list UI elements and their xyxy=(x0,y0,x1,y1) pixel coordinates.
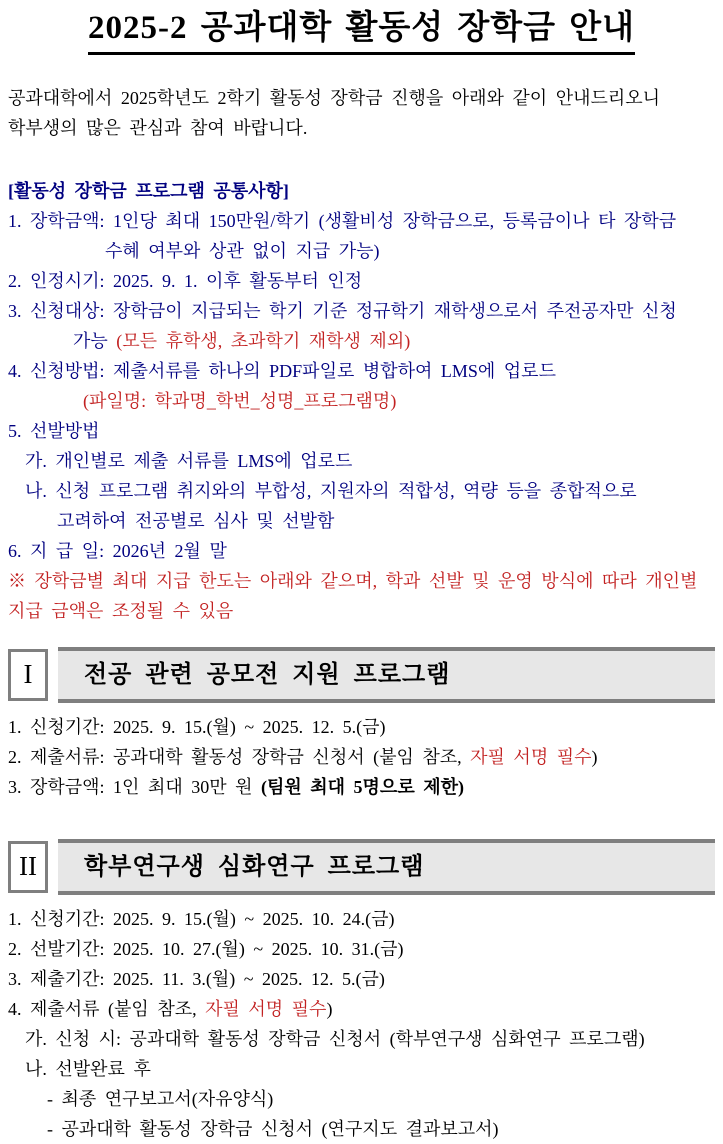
section-1-body xyxy=(8,712,715,802)
text-segment: 3. 제출기간: 2025. 11. 3.(월) ~ 2025. 12. 5.(금) xyxy=(8,968,385,989)
title-row xyxy=(8,0,715,55)
section-1-header xyxy=(8,646,715,704)
text-segment: (파일명: 학과명_학번_성명_프로그램명) xyxy=(83,390,397,411)
text-segment: 4. 제출서류 (붙임 참조, xyxy=(8,998,206,1019)
text-segment: 공과대학에서 2025학년도 2학기 활동성 장학금 진행을 아래와 같이 안내드리오니 xyxy=(8,87,661,108)
text-segment: 지급 금액은 조정될 수 있음 xyxy=(8,600,234,621)
text-line xyxy=(8,416,715,446)
text-segment: 5. 선발방법 xyxy=(8,420,100,441)
text-line xyxy=(8,964,715,994)
text-line xyxy=(8,326,715,356)
text-segment: - 공과대학 활동성 장학금 신청서 (연구지도 결과보고서) xyxy=(47,1118,499,1139)
text-line xyxy=(8,1024,715,1054)
section-1-title: 전공 관련 공모전 지원 프로그램 xyxy=(84,661,451,688)
text-line xyxy=(8,742,715,772)
section-1-numeral-box xyxy=(8,649,48,701)
text-line xyxy=(8,536,715,566)
text-line xyxy=(8,506,715,536)
text-line xyxy=(8,934,715,964)
text-line xyxy=(8,356,715,386)
text-line xyxy=(8,712,715,742)
text-segment: 1. 신청기간: 2025. 9. 15.(월) ~ 2025. 12. 5.(금) xyxy=(8,716,386,737)
text-line xyxy=(8,566,715,596)
text-line xyxy=(8,113,715,143)
text-line xyxy=(8,83,715,113)
text-segment: 2. 선발기간: 2025. 10. 27.(월) ~ 2025. 10. 31.(금) xyxy=(8,938,404,959)
text-segment: 2. 인정시기: 2025. 9. 1. 이후 활동부터 인정 xyxy=(8,270,363,291)
text-segment: 가. 개인별로 제출 서류를 LMS에 업로드 xyxy=(25,450,353,471)
text-segment: ) xyxy=(326,998,333,1019)
text-segment: 1. 신청기간: 2025. 9. 15.(월) ~ 2025. 10. 24.(금) xyxy=(8,908,395,929)
text-segment: 3. 장학금액: 1인 최대 30만 원 xyxy=(8,776,261,797)
text-segment: 2. 제출서류: 공과대학 활동성 장학금 신청서 (붙임 참조, xyxy=(8,746,471,767)
text-segment: [활동성 장학금 프로그램 공통사항] xyxy=(8,180,289,201)
section-2-title-bar xyxy=(58,839,715,895)
text-line xyxy=(8,1054,715,1084)
text-line xyxy=(8,266,715,296)
text-line xyxy=(8,904,715,934)
section-2-header xyxy=(8,838,715,896)
text-line xyxy=(8,596,715,626)
intro-paragraph xyxy=(8,83,715,143)
text-segment: 가. 신청 시: 공과대학 활동성 장학금 신청서 (학부연구생 심화연구 프로그램) xyxy=(25,1028,645,1049)
text-segment: ) xyxy=(591,746,598,767)
text-segment: (팀원 최대 5명으로 제한) xyxy=(261,776,464,797)
page-title: 2025-2 공과대학 활동성 장학금 안내 xyxy=(88,7,635,55)
section-1-numeral: I xyxy=(23,659,33,690)
text-line xyxy=(8,994,715,1024)
text-line xyxy=(8,206,715,236)
section-1-title-bar xyxy=(58,647,715,703)
text-segment: 수혜 여부와 상관 없이 지급 가능) xyxy=(105,240,380,261)
text-segment: 가능 xyxy=(73,330,117,351)
text-line xyxy=(8,446,715,476)
text-line xyxy=(8,176,715,206)
text-segment: 학부생의 많은 관심과 참여 바랍니다. xyxy=(8,117,308,138)
text-line xyxy=(8,236,715,266)
common-requirements-section xyxy=(8,176,715,626)
text-segment: 1. 장학금액: 1인당 최대 150만원/학기 (생활비성 장학금으로, 등록금이나 타 장학금 xyxy=(8,210,677,231)
text-line xyxy=(8,386,715,416)
text-line xyxy=(8,296,715,326)
text-segment: 나. 신청 프로그램 취지와의 부합성, 지원자의 적합성, 역량 등을 종합적으로 xyxy=(25,480,637,501)
text-segment: (모든 휴학생, 초과학기 재학생 제외) xyxy=(116,330,411,351)
section-2-body xyxy=(8,904,715,1144)
text-segment: 자필 서명 필수 xyxy=(205,998,327,1019)
text-segment: 자필 서명 필수 xyxy=(470,746,592,767)
text-segment: 4. 신청방법: 제출서류를 하나의 PDF파일로 병합하여 LMS에 업로드 xyxy=(8,360,556,381)
text-segment: - 최종 연구보고서(자유양식) xyxy=(47,1088,274,1109)
text-line xyxy=(8,1084,715,1114)
text-segment: 3. 신청대상: 장학금이 지급되는 학기 기준 정규학기 재학생으로서 주전공자만 신청 xyxy=(8,300,677,321)
text-line xyxy=(8,772,715,802)
text-segment: 고려하여 전공별로 심사 및 선발함 xyxy=(57,510,335,531)
text-segment: ※ 장학금별 최대 지급 한도는 아래와 같으며, 학과 선발 및 운영 방식에 따라 개인별 xyxy=(8,570,698,591)
text-line xyxy=(8,1114,715,1144)
text-line xyxy=(8,476,715,506)
text-segment: 6. 지 급 일: 2026년 2월 말 xyxy=(8,540,227,561)
text-segment: 나. 선발완료 후 xyxy=(25,1058,151,1079)
section-2-numeral: II xyxy=(19,851,37,882)
section-2-title: 학부연구생 심화연구 프로그램 xyxy=(84,853,425,880)
section-2-numeral-box xyxy=(8,841,48,893)
